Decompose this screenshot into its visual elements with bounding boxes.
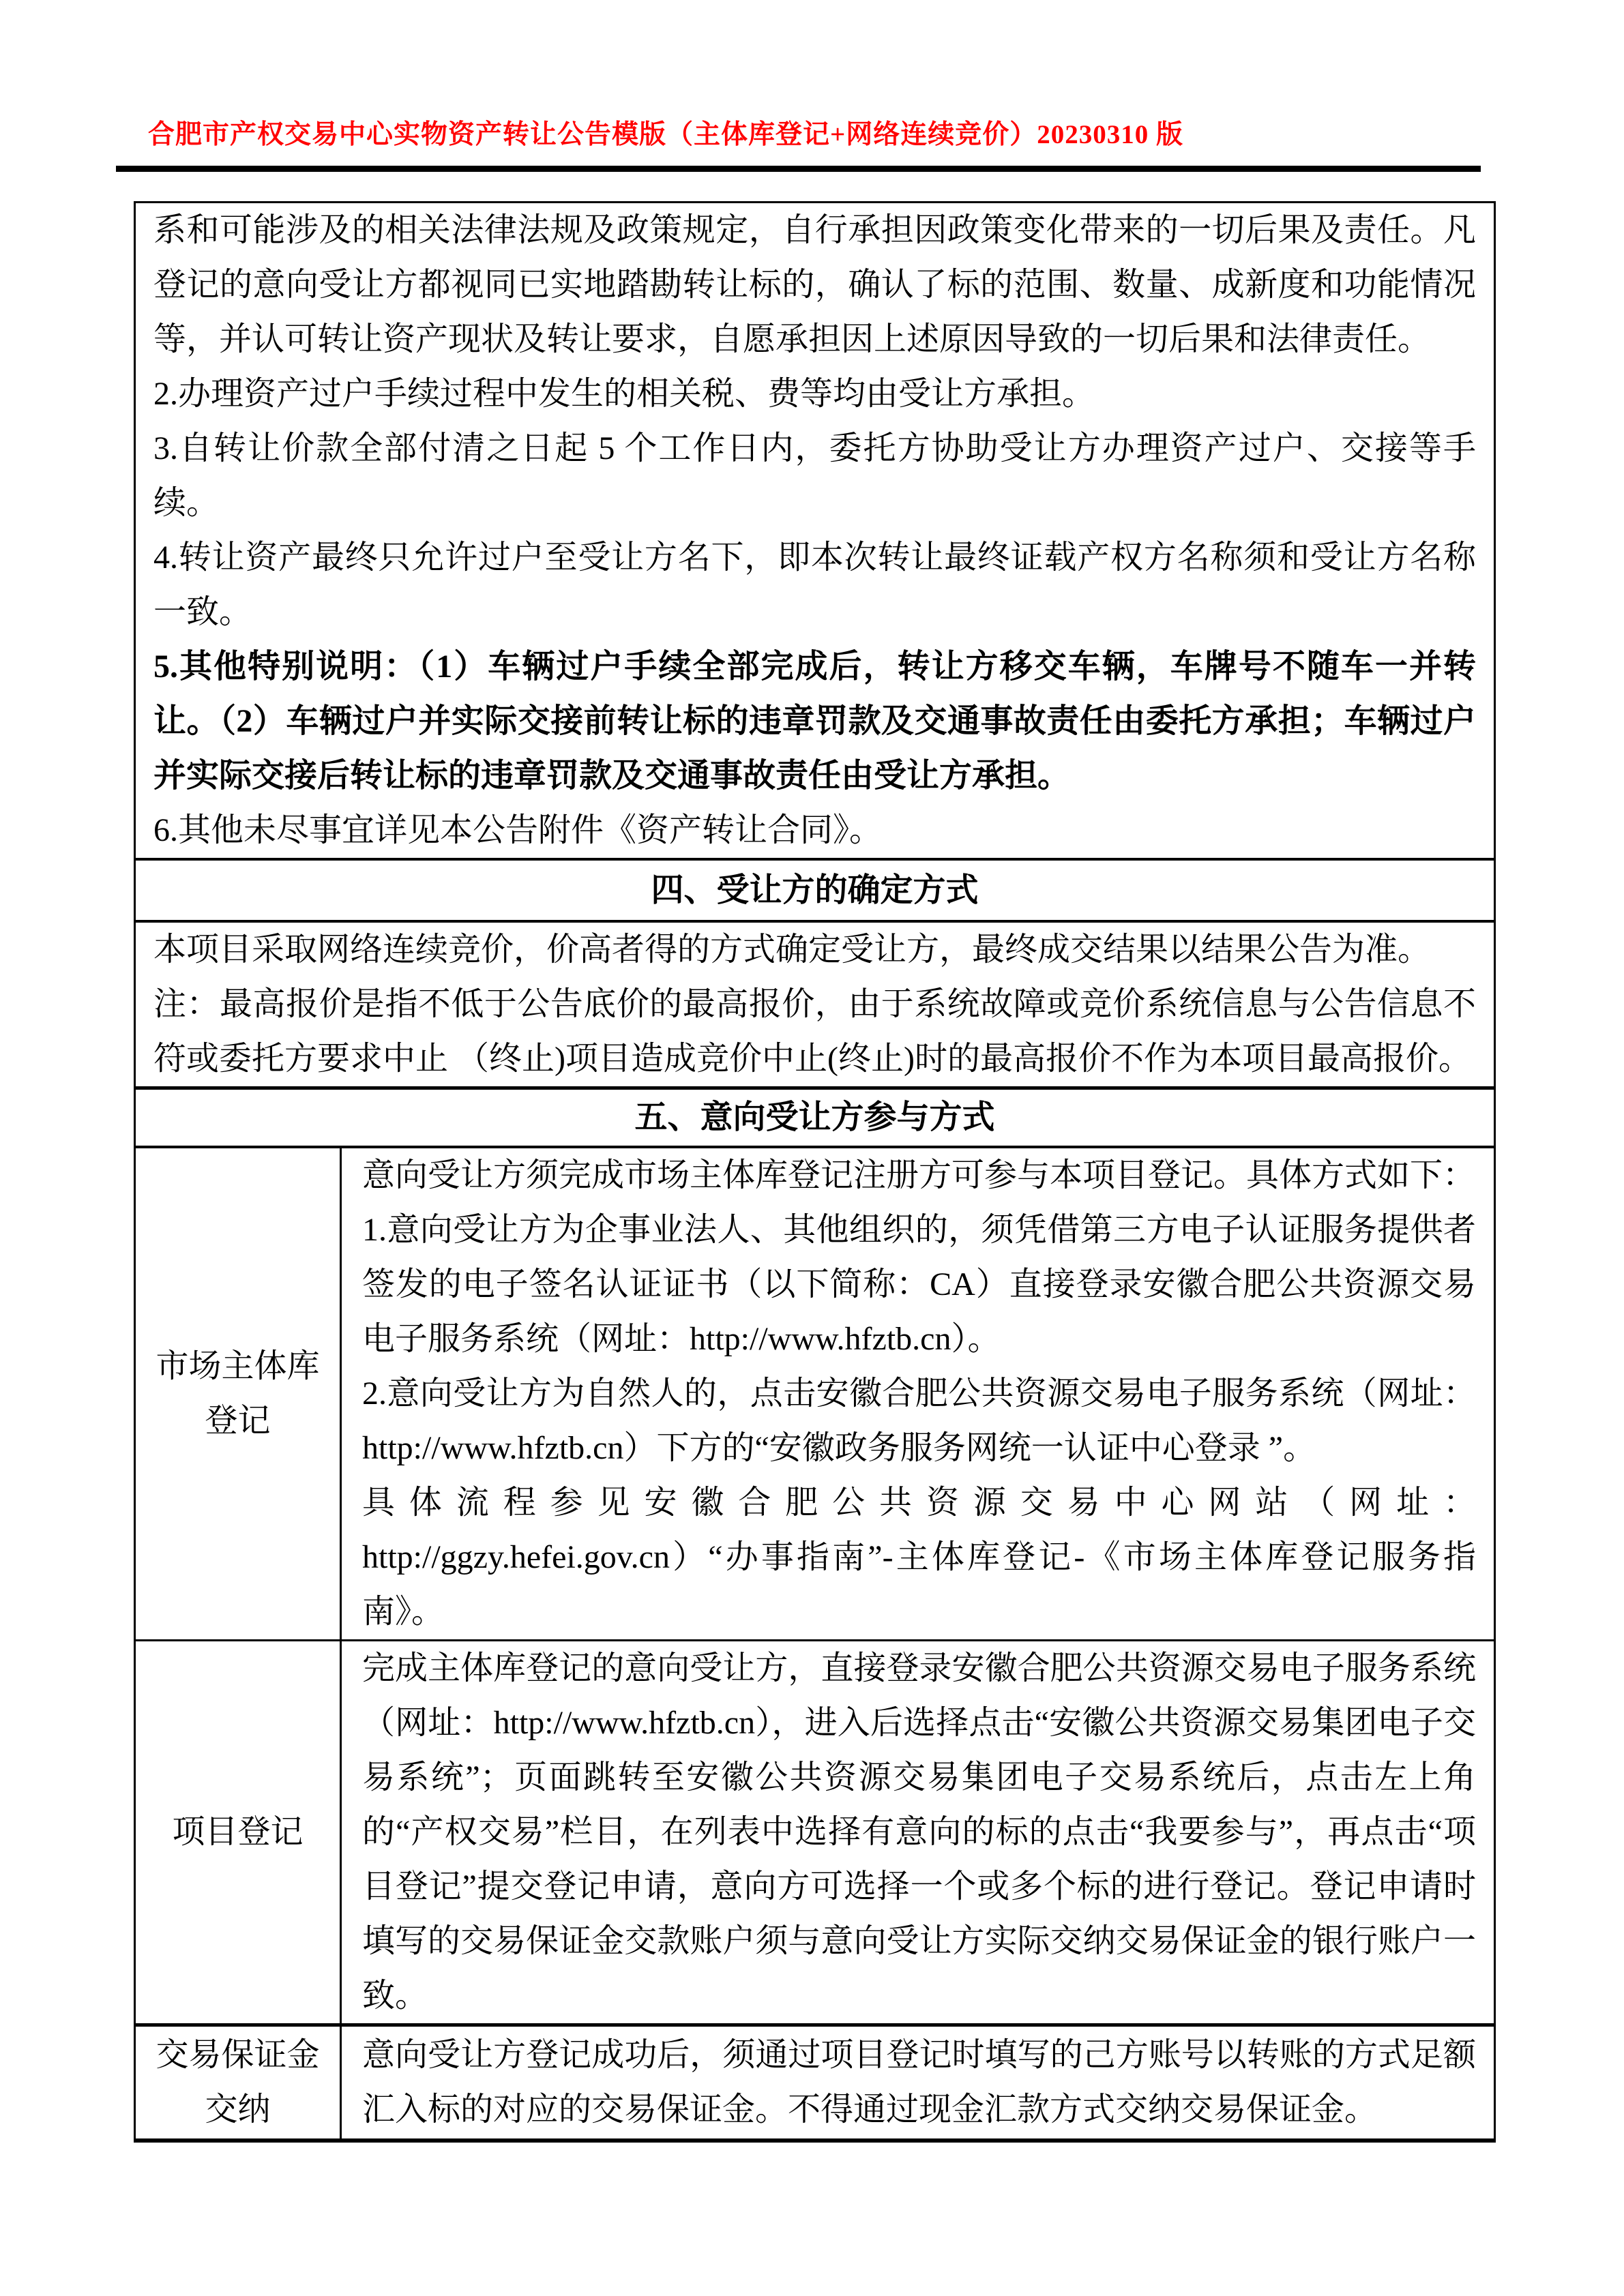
section4-body-row — [135, 921, 1495, 1088]
deposit-row — [135, 2025, 1495, 2141]
document-title: 合肥市产权交易中心实物资产转让公告模版（主体库登记+网络连续竞价）20230310 版 — [148, 120, 1183, 149]
project-registration-label-cell — [135, 1641, 341, 2025]
project-registration-label: 项目登记 — [172, 1814, 304, 1850]
subject-registration-guide: 具体流程参见安徽合肥公共资源交易中心网站（网址：http://ggzy.hefei.gov.cn）“办事指南”-主体库登记-《市场主体库登记服务指南》。 — [362, 1485, 1476, 1630]
deposit-label: 交易保证金交纳 — [156, 2037, 320, 2128]
project-registration-row — [135, 1641, 1495, 2025]
terms-cell — [135, 203, 1495, 860]
subject-registration-content-cell — [341, 1147, 1495, 1641]
subject-registration-item-2: 2.意向受让方为自然人的，点击安徽合肥公共资源交易电子服务系统（网址：http://www.hfztb.cn）下方的“安徽政务服务网统一认证中心登录 ”。 — [362, 1375, 1476, 1466]
subject-registration-label-cell — [135, 1147, 341, 1641]
header-rule — [116, 166, 1481, 172]
deposit-paragraph: 意向受让方登记成功后，须通过项目登记时填写的己方账号以转账的方式足额汇入标的对应的交易保证金。不得通过现金汇款方式交纳交易保证金。 — [362, 2037, 1476, 2128]
project-registration-paragraph: 完成主体库登记的意向受让方，直接登录安徽合肥公共资源交易电子服务系统（网址：http://www.hfztb.cn），进入后选择点击“安徽公共资源交易集团电子交易系统”；页面跳转至安徽公共资源交易集团电子交易系统后，点击左上角的“产权交易”栏目，在列表中选择有意向的标的点击“我要参与”，再点击“项目登记”提交登记申请，意向方可选择一个或多个标的进行登记。登记申请时填写的交易保证金交款账户须与意向受让方实际交纳交易保证金的银行账户一致。 — [362, 1650, 1476, 2014]
subject-registration-row — [135, 1147, 1495, 1641]
section5-title-row — [135, 1088, 1495, 1148]
deposit-content-cell — [341, 2025, 1495, 2141]
section4-method-paragraph: 本项目采取网络连续竞价，价高者得的方式确定受让方，最终成交结果以结果公告为准。 — [153, 931, 1431, 968]
terms-row — [135, 203, 1495, 860]
section4-note-paragraph: 注：最高报价是指不低于公告底价的最高报价，由于系统故障或竞价系统信息与公告信息不符或委托方要求中止 （终止)项目造成竞价中止(终止)时的最高报价不作为本项目最高报价。 — [153, 986, 1476, 1077]
terms-item-6: 6.其他未尽事宜详见本公告附件《资产转让合同》。 — [153, 812, 883, 848]
section4-title-row — [135, 859, 1495, 921]
announcement-table — [134, 201, 1496, 2143]
section4-body-cell — [135, 921, 1495, 1088]
subject-registration-label: 市场主体库登记 — [156, 1348, 320, 1439]
terms-item-5-special-notes: 5.其他特别说明：（1）车辆过户手续全部完成后，转让方移交车辆，车牌号不随车一并转让。（2）车辆过户并实际交接前转让标的违章罚款及交通事故责任由委托方承担；车辆过户并实际交接后转让标的违章罚款及交通事故责任由受让方承担。 — [153, 648, 1476, 794]
terms-item-4: 4.转让资产最终只允许过户至受让方名下，即本次转让最终证载产权方名称须和受让方名称一致。 — [153, 539, 1476, 630]
section5-title: 五、意向受让方参与方式 — [135, 1088, 1495, 1148]
section4-title: 四、受让方的确定方式 — [135, 859, 1495, 921]
subject-registration-intro: 意向受让方须完成市场主体库登记注册方可参与本项目登记。具体方式如下： — [362, 1157, 1476, 1193]
terms-item-2: 2.办理资产过户手续过程中发生的相关税、费等均由受让方承担。 — [153, 376, 1095, 412]
terms-item-3: 3.自转让价款全部付清之日起 5 个工作日内，委托方协助受让方办理资产过户、交接等手续。 — [153, 430, 1476, 521]
subject-registration-item-1: 1.意向受让方为企事业法人、其他组织的，须凭借第三方电子认证服务提供者签发的电子签名认证证书（以下简称：CA）直接登录安徽合肥公共资源交易电子服务系统（网址：http://www.hfztb.cn）。 — [362, 1212, 1476, 1357]
project-registration-content-cell — [341, 1641, 1495, 2025]
deposit-label-cell — [135, 2025, 341, 2141]
terms-paragraph-continuation: 系和可能涉及的相关法律法规及政策规定，自行承担因政策变化带来的一切后果及责任。凡登记的意向受让方都视同已实地踏勘转让标的，确认了标的范围、数量、成新度和功能情况等，并认可转让资产现状及转让要求，自愿承担因上述原因导致的一切后果和法律责任。 — [153, 212, 1476, 357]
